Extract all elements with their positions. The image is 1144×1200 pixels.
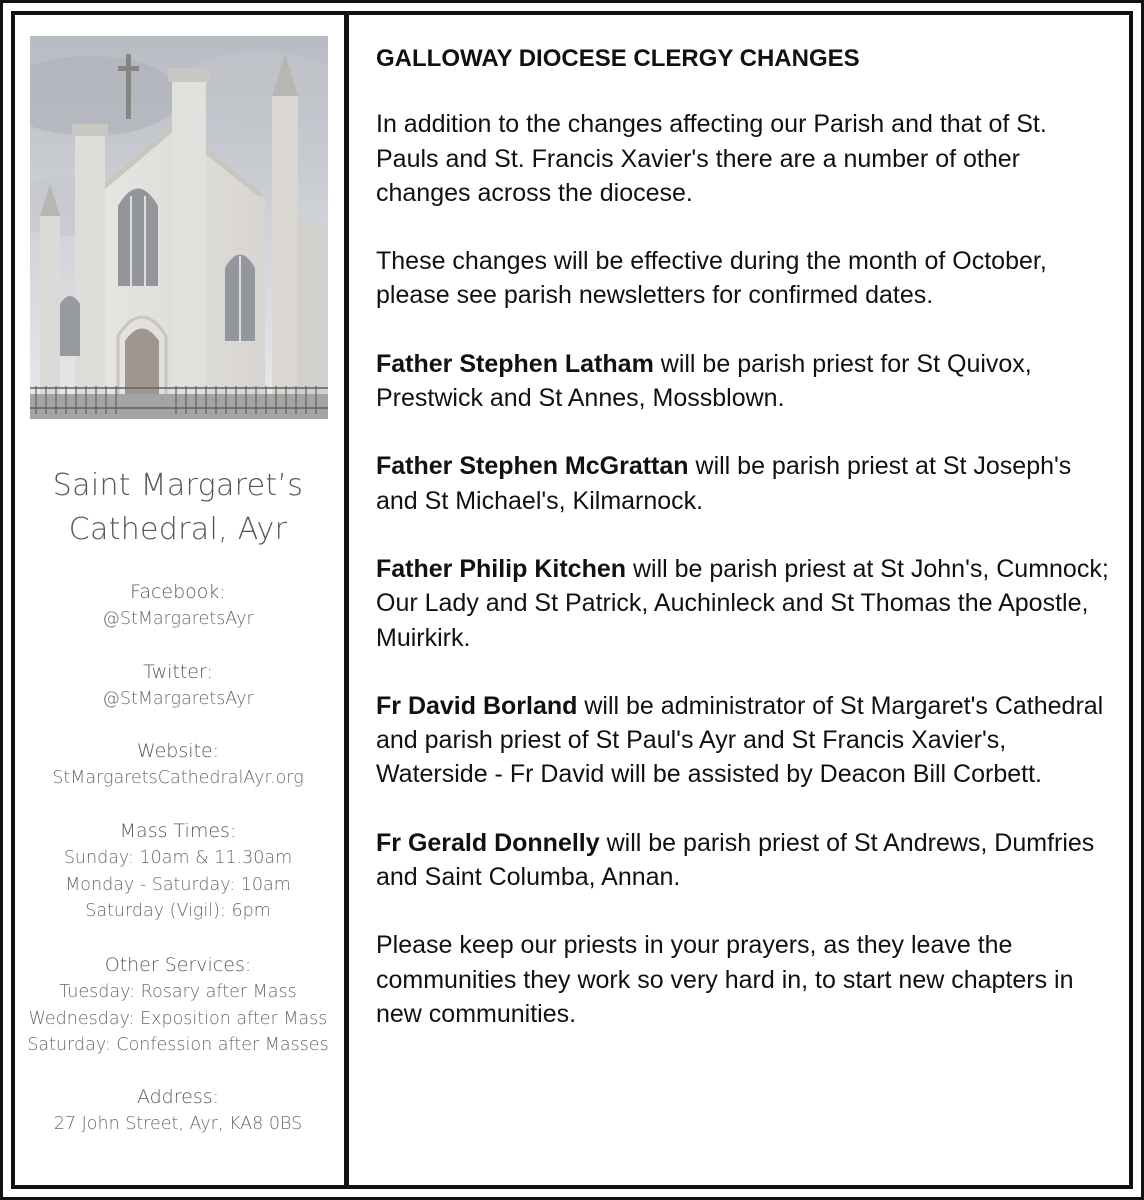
priest-name: Fr David Borland — [376, 691, 578, 720]
church-name-line2: Cathedral, Ayr — [68, 512, 288, 547]
mass-times-line: Sunday: 10am & 11.30am — [63, 848, 293, 868]
priest-name: Father Stephen McGrattan — [376, 452, 689, 481]
website-url[interactable]: StMargaretsCathedralAyr.org — [52, 768, 304, 788]
website-label: Website: — [136, 740, 220, 762]
sidebar — [12, 12, 344, 1188]
mass-times — [12, 818, 344, 925]
twitter-label: Twitter: — [143, 661, 213, 683]
church-name-line1: Saint Margaret’s — [52, 468, 304, 503]
mass-times-line: Saturday (Vigil): 6pm — [85, 901, 271, 921]
clergy-change — [376, 552, 1116, 655]
facebook-handle[interactable]: @StMargaretsAyr — [102, 609, 254, 629]
change-detail: will be parish priest for St Quivox, Prestwick and St Annes, Mossblown. — [376, 349, 1032, 413]
column-divider — [344, 12, 349, 1188]
twitter-handle[interactable]: @StMargaretsAyr — [102, 689, 254, 709]
other-services-line: Saturday: Confession after Masses — [27, 1035, 329, 1055]
effective-paragraph: These changes will be effective during the month of October, please see parish newsletters for confirmed dates. — [376, 247, 1047, 310]
church-name — [12, 464, 344, 552]
cathedral-photo — [30, 36, 328, 419]
closing-paragraph: Please keep our priests in your prayers, as they leave the communities they work so very hard in, to start new chapters in new communities. — [376, 931, 1074, 1028]
mass-times-label: Mass Times: — [119, 820, 237, 842]
article — [376, 42, 1116, 1065]
twitter-info — [12, 659, 344, 713]
mass-times-line: Monday - Saturday: 10am — [65, 874, 291, 895]
priest-name: Father Philip Kitchen — [376, 554, 627, 583]
change-detail: will be parish priest of St Andrews, Dumfries and Saint Columba, Annan. — [376, 828, 1095, 892]
clergy-change — [376, 347, 1116, 416]
address-value: 27 John Street, Ayr, KA8 0BS — [53, 1114, 303, 1134]
change-detail: will be administrator of St Margaret's Cathedral and parish priest of St Paul's Ayr and St Francis Xavier's, Waterside - Fr David will be assisted by Deacon Bill Corbett. — [376, 691, 1104, 789]
other-services — [12, 952, 344, 1059]
article-title: GALLOWAY DIOCESE CLERGY CHANGES — [376, 45, 860, 72]
clergy-change — [376, 449, 1116, 518]
priest-name: Father Stephen Latham — [376, 349, 654, 378]
address-label: Address: — [136, 1086, 220, 1108]
intro-paragraph: In addition to the changes affecting our Parish and that of St. Pauls and St. Francis Xavier's there are a number of other changes across the diocese. — [376, 110, 1047, 207]
change-detail: will be parish priest at St Joseph's and St Michael's, Kilmarnock. — [376, 452, 1072, 515]
priest-name: Fr Gerald Donnelly — [376, 828, 600, 857]
facebook-info — [12, 579, 344, 633]
other-services-line: Wednesday: Exposition after Mass — [28, 1008, 328, 1029]
clergy-change — [376, 689, 1116, 792]
clergy-change — [376, 826, 1116, 895]
change-detail: will be parish priest at St John's, Cumnock; Our Lady and St Patrick, Auchinleck and St Thomas the Apostle, Muirkirk. — [376, 554, 1109, 652]
other-services-line: Tuesday: Rosary after Mass — [59, 982, 297, 1002]
website-info — [12, 738, 344, 792]
other-services-label: Other Services: — [104, 954, 252, 976]
address-info — [12, 1084, 344, 1138]
facebook-label: Facebook: — [130, 581, 226, 603]
